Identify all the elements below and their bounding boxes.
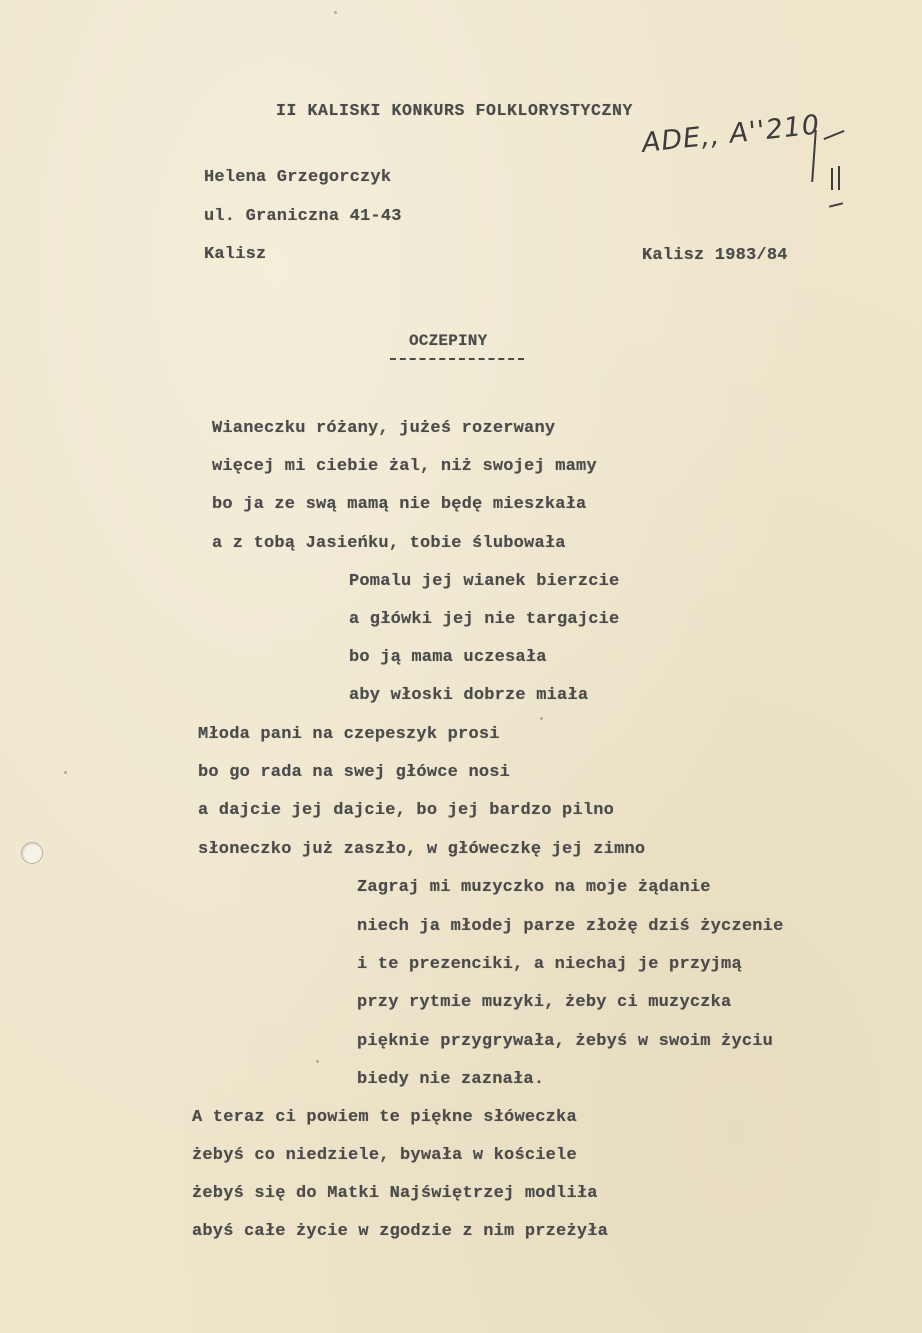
punch-hole [21,842,43,864]
verse-line: abyś całe życie w zgodzie z nim przeżyła [192,1222,609,1241]
verse-line: żebyś co niedziele, bywała w kościele [192,1146,577,1165]
handwritten-mark [838,166,840,190]
verse-line: i te prezenciki, a niechaj je przyjmą [357,955,742,974]
document-date: Kalisz 1983/84 [642,246,788,265]
verse-line: słoneczko już zaszło, w główeczkę jej zimno [198,840,646,859]
paper-speck [540,717,543,720]
verse-line: a dajcie jej dajcie, bo jej bardzo pilno [198,801,615,820]
verse-line: Wianeczku różany, jużeś rozerwany [212,419,556,438]
paper-speck [334,11,337,14]
verse-line: aby włoski dobrze miała [349,686,589,705]
verse-line: A teraz ci powiem te piękne słóweczka [192,1108,577,1127]
verse-line: a główki jej nie targajcie [349,610,620,629]
verse-line: biedy nie zaznała. [357,1070,545,1089]
verse-line: Młoda pani na czepeszyk prosi [198,725,500,744]
sender-city: Kalisz [204,245,267,264]
verse-line: pięknie przygrywała, żebyś w swoim życiu [357,1032,774,1051]
handwritten-mark [831,168,833,190]
handwritten-mark [829,202,843,207]
paper-speck [64,771,67,774]
sender-street: ul. Graniczna 41-43 [204,207,402,226]
verse-line: bo ją mama uczesała [349,648,547,667]
verse-line: przy rytmie muzyki, żeby ci muzyczka [357,993,732,1012]
handwritten-mark [823,130,844,140]
paper-speck [316,1060,319,1063]
sender-name: Helena Grzegorczyk [204,168,392,187]
verse-line: żebyś się do Matki Najświętrzej modliła [192,1184,598,1203]
verse-line: więcej mi ciebie żal, niż swojej mamy [212,457,597,476]
verse-line: bo ja ze swą mamą nie będę mieszkała [212,495,587,514]
contest-header: II KALISKI KONKURS FOLKLORYSTYCZNY [276,101,634,120]
verse-line: Zagraj mi muzyczko na moje żądanie [357,878,711,897]
document-title: OCZEPINY [409,332,488,350]
verse-line: bo go rada na swej główce nosi [198,763,511,782]
verse-line: niech ja młodej parze złożę dziś życzenie [357,917,784,936]
verse-line: a z tobą Jasieńku, tobie ślubowała [212,534,566,553]
verse-line: Pomalu jej wianek bierzcie [349,572,620,591]
title-underline [390,358,524,363]
archive-signature-handwritten: ADE,, A''210 [640,109,822,159]
